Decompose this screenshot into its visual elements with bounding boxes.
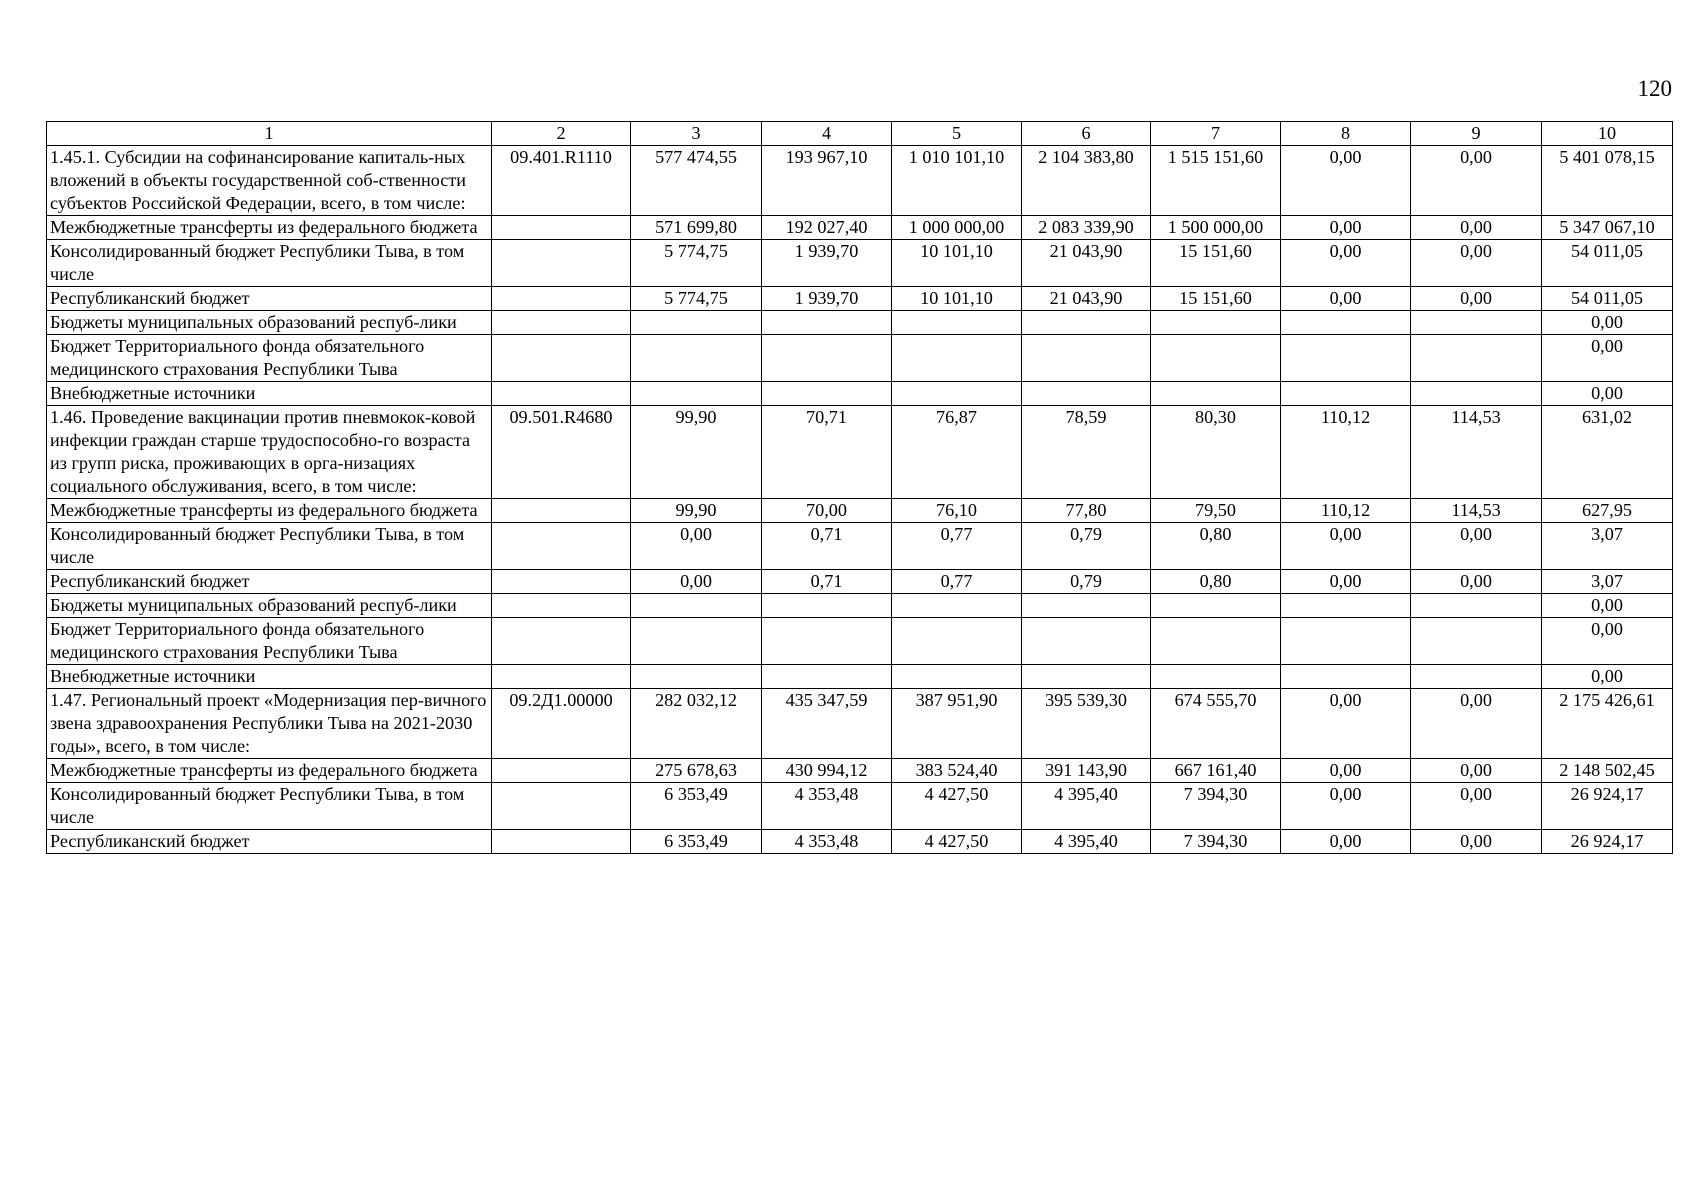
row-code — [492, 759, 631, 783]
row-value: 0,00 — [1411, 759, 1542, 783]
row-value: 0,71 — [762, 570, 892, 594]
row-value: 2 104 383,80 — [1022, 146, 1151, 216]
row-value — [1281, 311, 1411, 335]
column-header: 3 — [631, 122, 762, 146]
row-value: 0,00 — [1411, 830, 1542, 854]
row-value: 76,10 — [892, 499, 1022, 523]
row-value: 99,90 — [631, 406, 762, 499]
row-value: 15 151,60 — [1151, 287, 1281, 311]
row-value — [1151, 618, 1281, 665]
page-number: 120 — [1637, 76, 1672, 101]
row-value: 4 353,48 — [762, 783, 892, 830]
row-value: 631,02 — [1542, 406, 1673, 499]
row-value: 110,12 — [1281, 499, 1411, 523]
row-value: 0,00 — [1281, 146, 1411, 216]
row-value: 4 395,40 — [1022, 783, 1151, 830]
row-value — [892, 594, 1022, 618]
row-value — [762, 618, 892, 665]
row-value: 0,71 — [762, 523, 892, 570]
row-value: 0,00 — [1281, 216, 1411, 240]
table-row — [47, 570, 1673, 594]
row-value — [1411, 335, 1542, 382]
row-value — [631, 335, 762, 382]
row-value — [1411, 311, 1542, 335]
row-value — [1022, 311, 1151, 335]
row-value — [631, 382, 762, 406]
column-header: 7 — [1151, 122, 1281, 146]
row-value — [1281, 382, 1411, 406]
table-row — [47, 406, 1673, 499]
row-code — [492, 523, 631, 570]
row-code — [492, 499, 631, 523]
row-value: 2 175 426,61 — [1542, 689, 1673, 759]
row-value: 0,00 — [1281, 570, 1411, 594]
row-value: 70,71 — [762, 406, 892, 499]
table-row — [47, 335, 1673, 382]
row-value: 0,77 — [892, 570, 1022, 594]
row-value — [892, 335, 1022, 382]
row-value — [1411, 382, 1542, 406]
row-value — [1411, 594, 1542, 618]
column-header: 6 — [1022, 122, 1151, 146]
row-value — [892, 665, 1022, 689]
row-value — [762, 594, 892, 618]
column-header: 5 — [892, 122, 1022, 146]
row-value: 0,00 — [1411, 240, 1542, 287]
row-value: 1 500 000,00 — [1151, 216, 1281, 240]
row-value: 114,53 — [1411, 406, 1542, 499]
row-value: 435 347,59 — [762, 689, 892, 759]
table-row — [47, 523, 1673, 570]
row-value: 79,50 — [1151, 499, 1281, 523]
row-name: Консолидированный бюджет Республики Тыва, в том числе — [47, 783, 492, 830]
row-name: Консолидированный бюджет Республики Тыва, в том числе — [47, 523, 492, 570]
row-code — [492, 311, 631, 335]
table-row — [47, 689, 1673, 759]
row-value: 387 951,90 — [892, 689, 1022, 759]
row-name: Бюджет Территориального фонда обязательного медицинского страхования Республики Тыва — [47, 335, 492, 382]
row-value: 0,00 — [1411, 146, 1542, 216]
table-row — [47, 311, 1673, 335]
row-value: 0,00 — [1411, 287, 1542, 311]
row-value: 114,53 — [1411, 499, 1542, 523]
row-value: 4 353,48 — [762, 830, 892, 854]
row-value: 282 032,12 — [631, 689, 762, 759]
row-code — [492, 240, 631, 287]
row-value: 6 353,49 — [631, 830, 762, 854]
row-code — [492, 830, 631, 854]
row-value — [631, 311, 762, 335]
row-value: 383 524,40 — [892, 759, 1022, 783]
row-value: 0,00 — [1281, 759, 1411, 783]
row-name: Республиканский бюджет — [47, 830, 492, 854]
row-value: 0,80 — [1151, 570, 1281, 594]
row-value — [1022, 335, 1151, 382]
row-value: 577 474,55 — [631, 146, 762, 216]
budget-table — [46, 121, 1673, 854]
row-code: 09.2Д1.00000 — [492, 689, 631, 759]
row-value: 54 011,05 — [1542, 240, 1673, 287]
row-value: 5 774,75 — [631, 240, 762, 287]
row-value: 0,00 — [1411, 689, 1542, 759]
row-value — [631, 594, 762, 618]
table-row — [47, 240, 1673, 287]
column-header: 4 — [762, 122, 892, 146]
row-code — [492, 382, 631, 406]
row-value: 192 027,40 — [762, 216, 892, 240]
row-value: 0,00 — [1281, 689, 1411, 759]
row-value: 77,80 — [1022, 499, 1151, 523]
row-name: Внебюджетные источники — [47, 665, 492, 689]
row-value: 0,00 — [1411, 523, 1542, 570]
row-value: 54 011,05 — [1542, 287, 1673, 311]
column-header: 2 — [492, 122, 631, 146]
row-value: 26 924,17 — [1542, 783, 1673, 830]
row-code — [492, 594, 631, 618]
row-value: 4 427,50 — [892, 783, 1022, 830]
row-value — [1151, 594, 1281, 618]
row-value: 391 143,90 — [1022, 759, 1151, 783]
row-value: 0,00 — [1411, 570, 1542, 594]
row-value — [1022, 665, 1151, 689]
row-value — [1151, 382, 1281, 406]
row-code — [492, 618, 631, 665]
table-row — [47, 665, 1673, 689]
row-name: 1.46. Проведение вакцинации против пневмокок-ковой инфекции граждан старше трудоспособно-го возраста из групп риска, проживающих в орга-низациях социального обслуживания, всего, в том числе: — [47, 406, 492, 499]
row-value — [892, 618, 1022, 665]
row-value: 5 401 078,15 — [1542, 146, 1673, 216]
row-value: 0,00 — [631, 523, 762, 570]
column-header: 1 — [47, 122, 492, 146]
row-value: 0,00 — [1281, 830, 1411, 854]
row-code — [492, 335, 631, 382]
row-value: 10 101,10 — [892, 287, 1022, 311]
row-value: 0,80 — [1151, 523, 1281, 570]
row-value — [762, 335, 892, 382]
row-value: 0,00 — [631, 570, 762, 594]
row-name: Республиканский бюджет — [47, 287, 492, 311]
row-value: 1 939,70 — [762, 240, 892, 287]
row-value — [762, 382, 892, 406]
row-value — [1151, 665, 1281, 689]
row-value — [1022, 594, 1151, 618]
row-name: Внебюджетные источники — [47, 382, 492, 406]
table-row — [47, 594, 1673, 618]
row-value: 0,00 — [1542, 335, 1673, 382]
table-header-row — [47, 122, 1673, 146]
row-value: 1 515 151,60 — [1151, 146, 1281, 216]
row-value — [631, 618, 762, 665]
row-code — [492, 216, 631, 240]
row-value: 21 043,90 — [1022, 287, 1151, 311]
row-value: 430 994,12 — [762, 759, 892, 783]
row-value: 0,00 — [1542, 311, 1673, 335]
row-name: Бюджеты муниципальных образований респуб-лики — [47, 594, 492, 618]
row-value: 5 347 067,10 — [1542, 216, 1673, 240]
row-value: 275 678,63 — [631, 759, 762, 783]
row-value: 4 427,50 — [892, 830, 1022, 854]
row-value: 0,00 — [1542, 618, 1673, 665]
row-value: 78,59 — [1022, 406, 1151, 499]
row-value — [1022, 618, 1151, 665]
row-value — [1022, 382, 1151, 406]
row-value: 0,79 — [1022, 523, 1151, 570]
row-value: 1 939,70 — [762, 287, 892, 311]
row-code — [492, 570, 631, 594]
row-value: 0,00 — [1542, 665, 1673, 689]
row-value — [1281, 665, 1411, 689]
row-code: 09.401.R1110 — [492, 146, 631, 216]
row-value: 0,79 — [1022, 570, 1151, 594]
table-row — [47, 216, 1673, 240]
row-value — [1151, 311, 1281, 335]
column-header: 10 — [1542, 122, 1673, 146]
column-header: 8 — [1281, 122, 1411, 146]
row-value: 667 161,40 — [1151, 759, 1281, 783]
row-value: 0,00 — [1281, 783, 1411, 830]
row-value: 3,07 — [1542, 523, 1673, 570]
row-value: 395 539,30 — [1022, 689, 1151, 759]
row-value — [892, 311, 1022, 335]
row-value — [1281, 618, 1411, 665]
row-value — [1411, 618, 1542, 665]
row-name: Консолидированный бюджет Республики Тыва, в том числе — [47, 240, 492, 287]
row-value: 571 699,80 — [631, 216, 762, 240]
row-name: 1.45.1. Субсидии на софинансирование капиталь-ных вложений в объекты государственной соб-ственности субъектов Российской Федерации, всего, в том числе: — [47, 146, 492, 216]
row-value: 0,00 — [1411, 216, 1542, 240]
row-value — [1411, 665, 1542, 689]
row-value: 6 353,49 — [631, 783, 762, 830]
table-row — [47, 783, 1673, 830]
row-code — [492, 665, 631, 689]
row-value — [762, 311, 892, 335]
table-row — [47, 830, 1673, 854]
table-row — [47, 499, 1673, 523]
row-value: 15 151,60 — [1151, 240, 1281, 287]
row-name: Республиканский бюджет — [47, 570, 492, 594]
row-name: Межбюджетные трансферты из федерального бюджета — [47, 759, 492, 783]
row-value — [1281, 594, 1411, 618]
row-name: 1.47. Региональный проект «Модернизация пер-вичного звена здравоохранения Республики Тыва на 2021-2030 годы», всего, в том числе: — [47, 689, 492, 759]
row-value: 0,00 — [1542, 382, 1673, 406]
row-value: 2 148 502,45 — [1542, 759, 1673, 783]
row-value: 70,00 — [762, 499, 892, 523]
row-value: 99,90 — [631, 499, 762, 523]
row-value: 21 043,90 — [1022, 240, 1151, 287]
row-value — [1281, 335, 1411, 382]
row-code — [492, 287, 631, 311]
row-value: 0,00 — [1281, 523, 1411, 570]
row-name: Межбюджетные трансферты из федерального бюджета — [47, 216, 492, 240]
row-value: 0,00 — [1281, 287, 1411, 311]
table-row — [47, 146, 1673, 216]
row-value — [631, 665, 762, 689]
row-name: Бюджеты муниципальных образований респуб-лики — [47, 311, 492, 335]
row-name: Межбюджетные трансферты из федерального бюджета — [47, 499, 492, 523]
row-value: 0,00 — [1281, 240, 1411, 287]
row-value: 3,07 — [1542, 570, 1673, 594]
row-value — [1151, 335, 1281, 382]
row-value — [892, 382, 1022, 406]
row-value: 26 924,17 — [1542, 830, 1673, 854]
row-value: 1 000 000,00 — [892, 216, 1022, 240]
row-code: 09.501.R4680 — [492, 406, 631, 499]
row-value: 10 101,10 — [892, 240, 1022, 287]
table-row — [47, 382, 1673, 406]
row-value: 5 774,75 — [631, 287, 762, 311]
column-header: 9 — [1411, 122, 1542, 146]
row-value: 2 083 339,90 — [1022, 216, 1151, 240]
row-code — [492, 783, 631, 830]
row-value: 627,95 — [1542, 499, 1673, 523]
row-value: 7 394,30 — [1151, 783, 1281, 830]
row-value: 0,00 — [1411, 783, 1542, 830]
row-name: Бюджет Территориального фонда обязательного медицинского страхования Республики Тыва — [47, 618, 492, 665]
row-value: 80,30 — [1151, 406, 1281, 499]
row-value: 193 967,10 — [762, 146, 892, 216]
row-value: 4 395,40 — [1022, 830, 1151, 854]
row-value: 7 394,30 — [1151, 830, 1281, 854]
row-value: 0,00 — [1542, 594, 1673, 618]
table-row — [47, 287, 1673, 311]
row-value — [762, 665, 892, 689]
table-row — [47, 759, 1673, 783]
row-value: 0,77 — [892, 523, 1022, 570]
row-value: 674 555,70 — [1151, 689, 1281, 759]
table-row — [47, 618, 1673, 665]
row-value: 110,12 — [1281, 406, 1411, 499]
row-value: 1 010 101,10 — [892, 146, 1022, 216]
row-value: 76,87 — [892, 406, 1022, 499]
